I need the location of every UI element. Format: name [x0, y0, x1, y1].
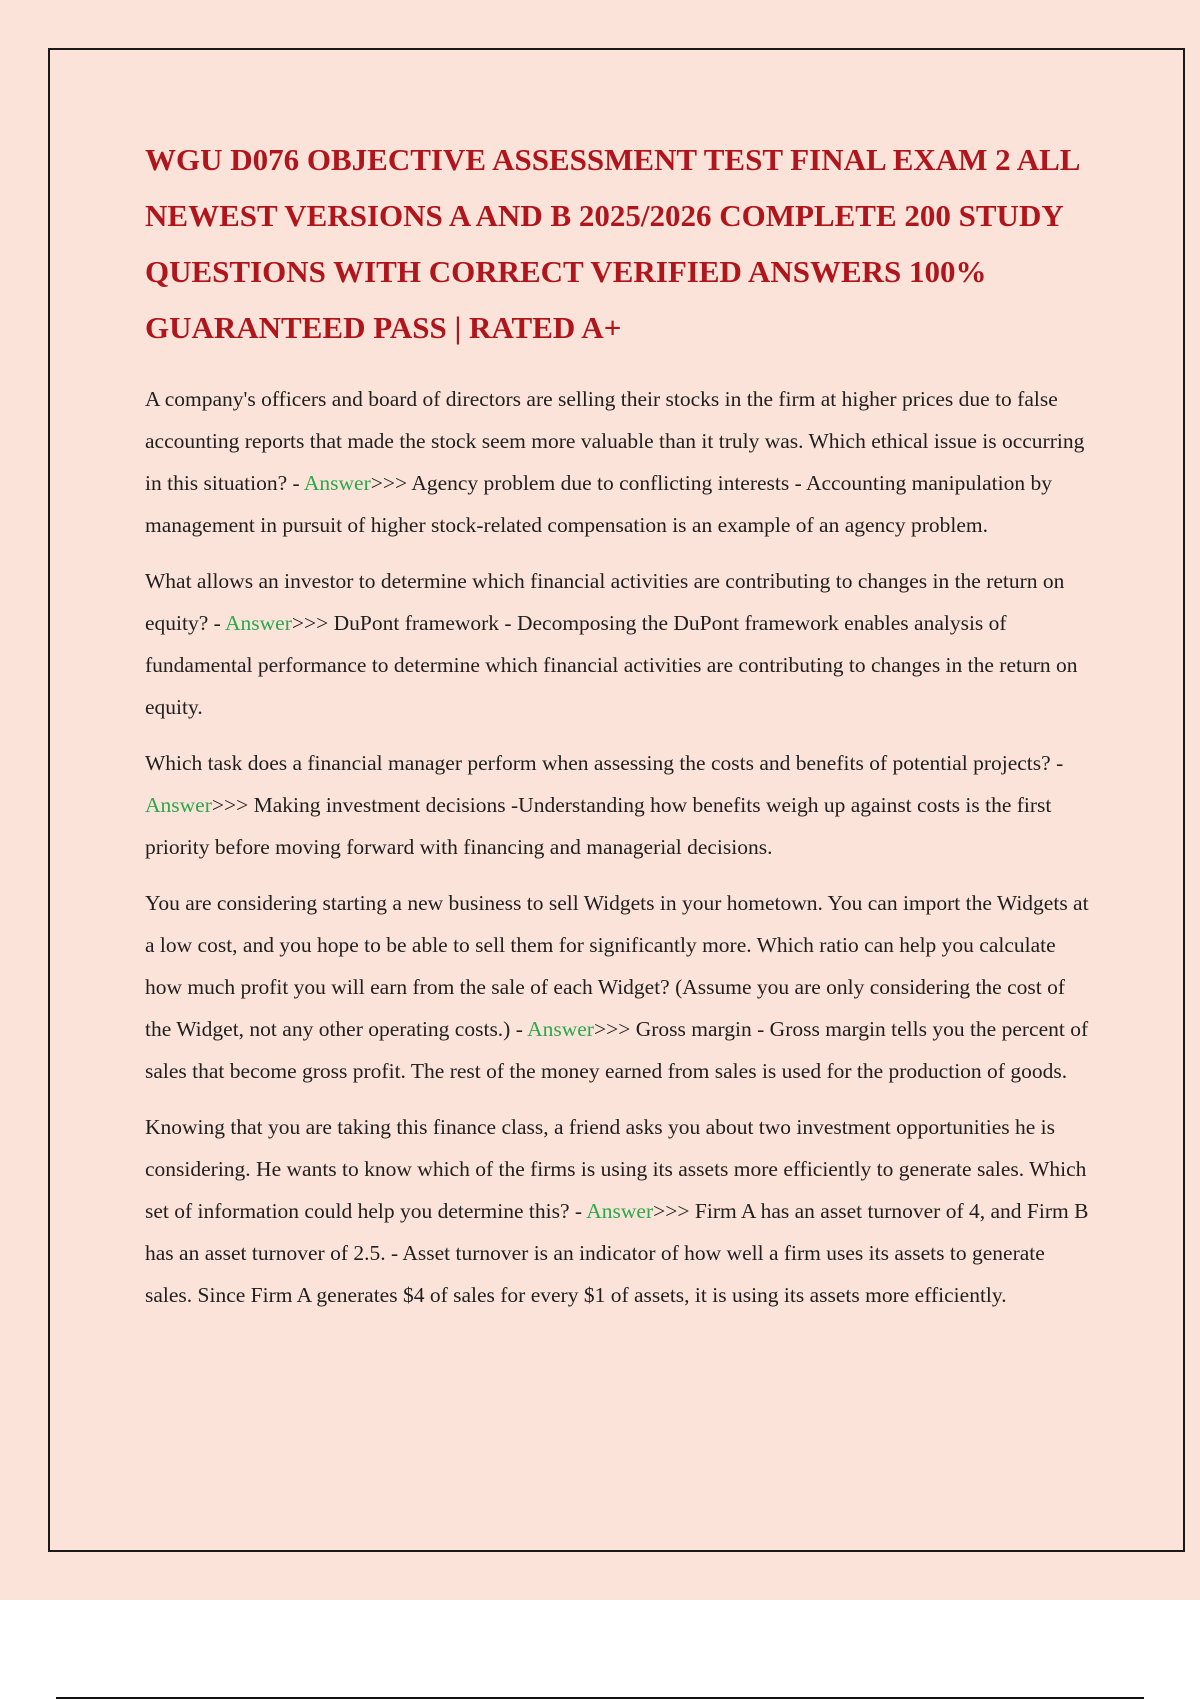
- question-text: Knowing that you are taking this finance class, a friend asks you about two investment opportunities he is considering. He wants to know which of the firms is using its assets more efficiently to generate sales. Which set of information could help you determine this? -: [145, 1115, 1087, 1223]
- answer-marker: >>>: [370, 471, 408, 495]
- question-text: Which task does a financial manager perform when assessing the costs and benefits of potential projects? -: [145, 751, 1064, 775]
- footer-divider: [56, 1697, 1144, 1699]
- answer-marker: >>>: [211, 793, 249, 817]
- answer-marker: >>>: [291, 611, 329, 635]
- answer-label: Answer: [225, 611, 292, 635]
- document-title: WGU D076 OBJECTIVE ASSESSMENT TEST FINAL EXAM 2 ALL NEWEST VERSIONS A AND B 2025/2026 COMPLETE 200 STUDY QUESTIONS WITH CORRECT VERIFIED ANSWERS 100% GUARANTEED PASS | RATED A+: [145, 142, 1079, 345]
- question-list: [145, 378, 1090, 1330]
- answer-label: Answer: [586, 1199, 654, 1223]
- answer-text: Gross margin - Gross margin tells you the percent of sales that become gross profit. The rest of the money earned from sales is used for the production of goods.: [145, 1017, 1089, 1083]
- qa-item: [145, 742, 1090, 868]
- qa-item: [145, 378, 1090, 546]
- answer-marker: >>>: [653, 1199, 690, 1223]
- question-text: A company's officers and board of directors are selling their stocks in the firm at higher prices due to false accounting reports that made the stock seem more valuable than it truly was. Which ethical issue is occurring in this situation? -: [145, 387, 1085, 495]
- answer-text: Making investment decisions -Understanding how benefits weigh up against costs is the first priority before moving forward with financing and managerial decisions.: [145, 793, 1052, 859]
- answer-text: Firm A has an asset turnover of 4, and Firm B has an asset turnover of 2.5. - Asset turnover is an indicator of how well a firm uses its assets to generate sales. Since Firm A generates $4 of sales for every $1 of assets, it is using its assets more efficiently.: [145, 1199, 1089, 1307]
- qa-item: [145, 882, 1090, 1092]
- answer-label: Answer: [527, 1017, 594, 1041]
- question-text: You are considering starting a new business to sell Widgets in your hometown. You can import the Widgets at a low cost, and you hope to be able to sell them for significantly more. Which ratio can help you calculate how much profit you will earn from the sale of each Widget? (Assume you are only considering the cost of the Widget, not any other operating costs.) -: [145, 891, 1089, 1041]
- qa-item: [145, 1106, 1090, 1316]
- answer-label: Answer: [145, 793, 212, 817]
- answer-label: Answer: [303, 471, 371, 495]
- answer-text: Agency problem due to conflicting interests - Accounting manipulation by management in pursuit of higher stock-related compensation is an example of an agency problem.: [145, 471, 1052, 537]
- answer-text: DuPont framework - Decomposing the DuPont framework enables analysis of fundamental performance to determine which financial activities are contributing to changes in the return on equity.: [145, 611, 1078, 719]
- answer-marker: >>>: [593, 1017, 631, 1041]
- question-text: What allows an investor to determine which financial activities are contributing to changes in the return on equity? -: [145, 569, 1065, 635]
- qa-item: [145, 560, 1090, 728]
